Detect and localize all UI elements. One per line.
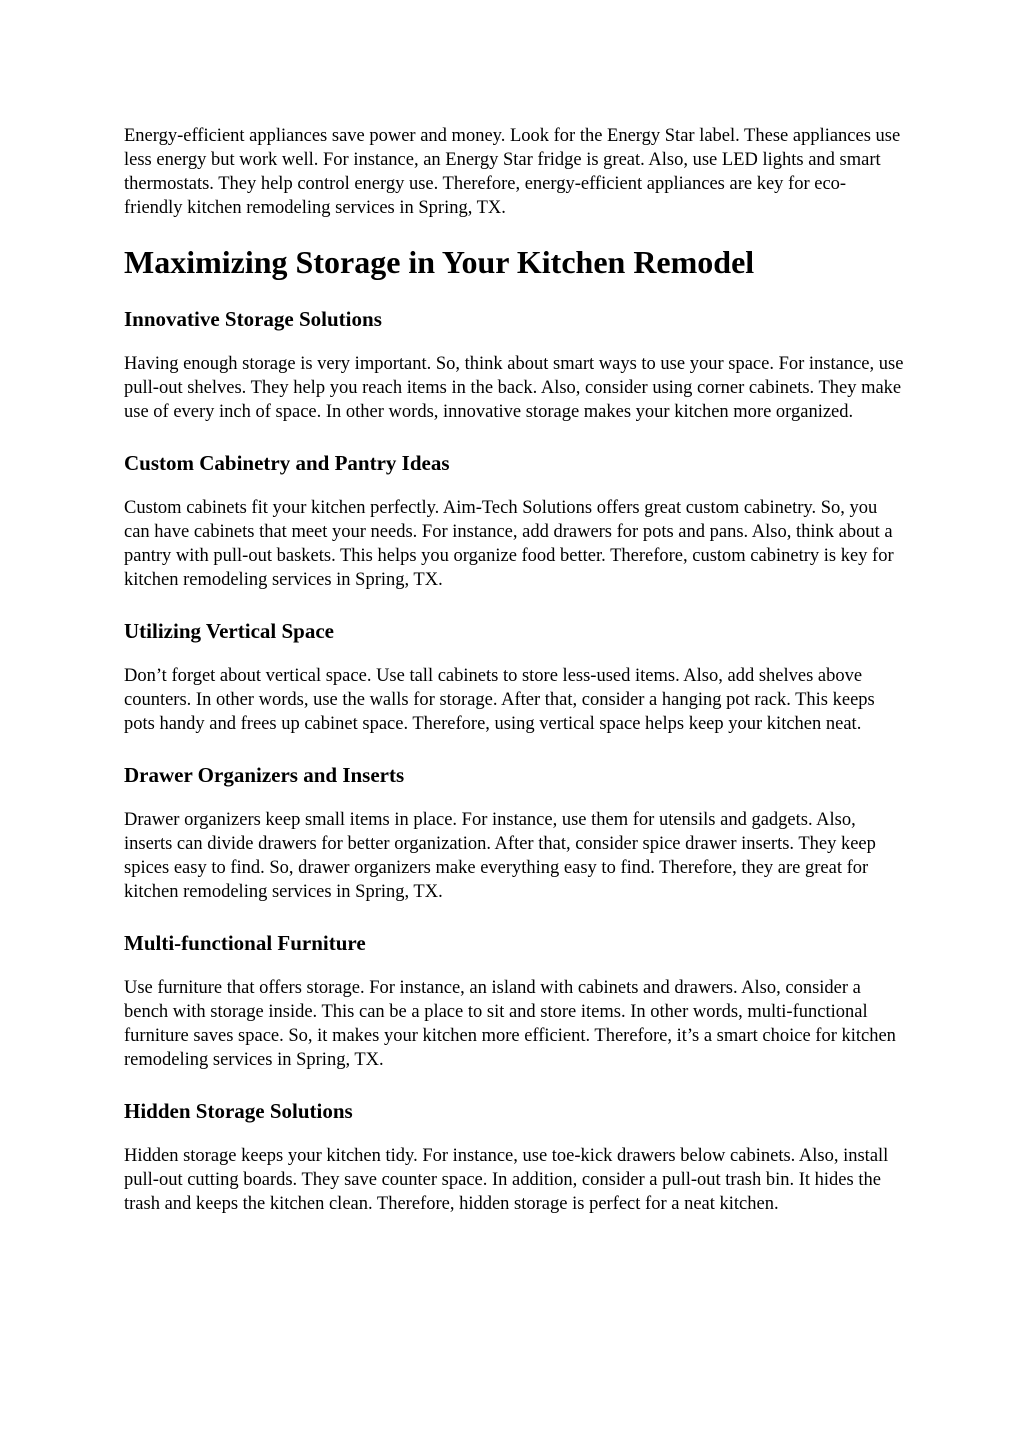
section-multi-functional-furniture [124,929,904,1072]
section-heading: Multi-functional Furniture [124,931,366,955]
section-custom-cabinetry [124,449,904,592]
section-innovative-storage [124,305,904,424]
section-heading: Utilizing Vertical Space [124,619,334,643]
section-heading: Custom Cabinetry and Pantry Ideas [124,451,450,475]
section-paragraph: Don’t forget about vertical space. Use tall cabinets to store less-used items. Also, add shelves above counters. In other words, use the walls for storage. After that, consider a hanging pot rack. This keeps pots handy and frees up cabinet space. Therefore, using vertical space helps keep your kitchen neat. [124,666,875,734]
section-heading: Hidden Storage Solutions [124,1099,353,1123]
section-heading: Innovative Storage Solutions [124,307,382,331]
section-paragraph: Use furniture that offers storage. For instance, an island with cabinets and drawers. Also, consider a bench with storage inside. This can be a place to sit and store items. In other words, multi-functional furniture saves space. So, it makes your kitchen more efficient. Therefore, it’s a smart choice for kitchen remodeling services in Spring, TX. [124,978,896,1070]
section-hidden-storage [124,1097,904,1216]
section-vertical-space [124,617,904,736]
section-paragraph: Custom cabinets fit your kitchen perfectly. Aim-Tech Solutions offers great custom cabinetry. So, you can have cabinets that meet your needs. For instance, add drawers for pots and pans. Also, think about a pantry with pull-out baskets. This helps you organize food better. Therefore, custom cabinetry is key for kitchen remodeling services in Spring, TX. [124,498,894,590]
document-page [124,124,904,1216]
section-paragraph: Drawer organizers keep small items in place. For instance, use them for utensils and gadgets. Also, inserts can divide drawers for better organization. After that, consider spice drawer inserts. They keep spices easy to find. So, drawer organizers make everything easy to find. Therefore, they are great for kitchen remodeling services in Spring, TX. [124,810,876,902]
intro-paragraph: Energy-efficient appliances save power and money. Look for the Energy Star label. These appliances use less energy but work well. For instance, an Energy Star fridge is great. Also, use LED lights and smart thermostats. They help control energy use. Therefore, energy-efficient appliances are key for eco-friendly kitchen remodeling services in Spring, TX. [124,126,901,218]
section-drawer-organizers [124,761,904,904]
section-heading: Drawer Organizers and Inserts [124,763,405,787]
section-paragraph: Having enough storage is very important. So, think about smart ways to use your space. For instance, use pull-out shelves. They help you reach items in the back. Also, consider using corner cabinets. They make use of every inch of space. In other words, innovative storage makes your kitchen more organized. [124,354,904,422]
page-title: Maximizing Storage in Your Kitchen Remodel [124,244,755,280]
section-paragraph: Hidden storage keeps your kitchen tidy. For instance, use toe-kick drawers below cabinets. Also, install pull-out cutting boards. They save counter space. In addition, consider a pull-out trash bin. It hides the trash and keeps the kitchen clean. Therefore, hidden storage is perfect for a neat kitchen. [124,1146,889,1214]
